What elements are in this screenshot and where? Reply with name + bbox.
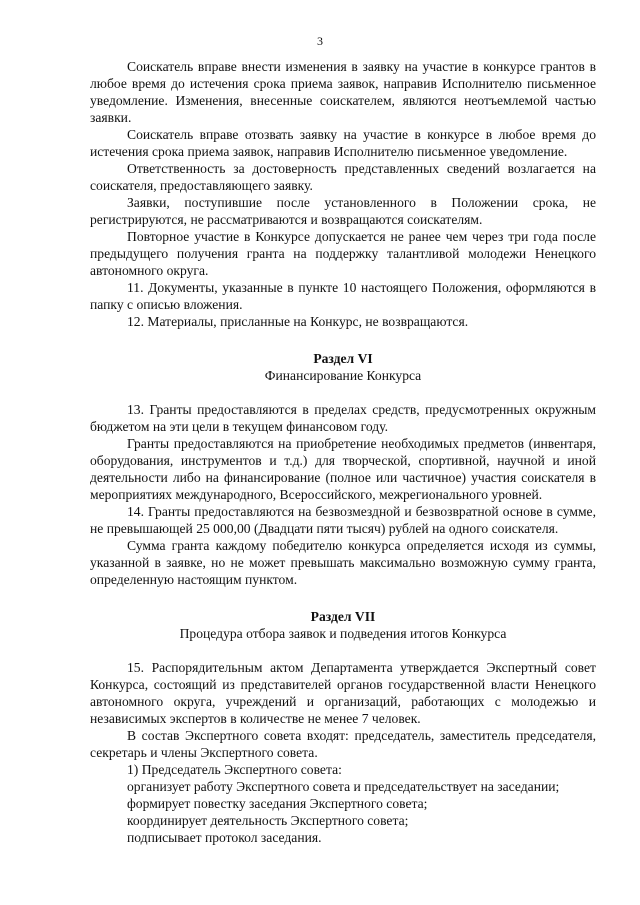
section-gap (90, 330, 596, 350)
paragraph-late-applications: Заявки, поступившие после установленного в Положении срока, не регистрируются, не рассматриваются и возвращаются соискателям. (90, 195, 596, 227)
paragraph-responsibility: Ответственность за достоверность представленных сведений возлагается на соискателя, предоставляющего заявку. (90, 161, 596, 193)
paragraph-council-composition: В состав Экспертного совета входят: председатель, заместитель председателя, секретарь и члены Экспертного совета. (90, 728, 596, 760)
paragraph-grant-amount: Сумма гранта каждому победителю конкурса определяется исходя из суммы, указанной в заявке, но не может превышать максимально возможную сумму гранта, определенную настоящим пунктом. (90, 538, 596, 587)
list-item-chairman-duty: подписывает протокол заседания. (127, 830, 322, 845)
section-gap (90, 384, 596, 401)
paragraph-withdraw-application: Соискатель вправе отозвать заявку на участие в конкурсе в любое время до истечения срока приема заявок, направив Исполнителю письменное уведомление. (90, 127, 596, 159)
paragraph-item-12: 12. Материалы, присланные на Конкурс, не возвращаются. (127, 314, 469, 329)
section-7-title: Раздел VII (310, 609, 376, 624)
paragraph-chairman-heading: 1) Председатель Экспертного совета: (127, 762, 342, 777)
list-item-chairman-duty: координирует деятельность Экспертного совета; (127, 813, 409, 828)
section-6-subtitle: Финансирование Конкурса (264, 368, 422, 383)
paragraph-item-15: 15. Распорядительным актом Департамента утверждается Экспертный совет Конкурса, состоящий из представителей органов государственной власти Ненецкого автономного округа, учреждений и организаций, работающих с молодежью и независимых экспертов в количестве не менее 7 человек. (90, 660, 596, 726)
paragraph-amend-application: Соискатель вправе внести изменения в заявку на участие в конкурсе грантов в любое время до истечения срока приема заявок, направив Исполнителю письменное уведомление. Изменения, внесенные соискателем, являются неотъемлемой частью заявки. (90, 59, 596, 125)
paragraph-item-13: 13. Гранты предоставляются в пределах средств, предусмотренных окружным бюджетом на эти цели в текущем финансовом году. (90, 402, 596, 434)
paragraph-grant-purpose: Гранты предоставляются на приобретение необходимых предметов (инвентаря, оборудования, инструментов и т.д.) для творческой, спортивной, научной и иной деятельности либо на финансирование (полное или частичное) участия соискателя в мероприятиях международного, Всероссийского, межрегионального уровней. (90, 436, 596, 502)
section-gap (90, 642, 596, 659)
section-7-subtitle: Процедура отбора заявок и подведения итогов Конкурса (179, 626, 507, 641)
page-number: 3 (317, 34, 323, 48)
paragraph-repeat-participation: Повторное участие в Конкурсе допускается не ранее чем через три года после предыдущего получения гранта на поддержку талантливой молодежи Ненецкого автономного округа. (90, 229, 596, 278)
paragraph-item-14: 14. Гранты предоставляются на безвозмездной и безвозвратной основе в сумме, не превышающей 25 000,00 (Двадцати пяти тысяч) рублей на одного соискателя. (90, 504, 596, 536)
list-item-chairman-duty: формирует повестку заседания Экспертного совета; (127, 796, 428, 811)
section-gap (90, 588, 596, 608)
paragraph-item-11: 11. Документы, указанные в пункте 10 настоящего Положения, оформляются в папку с описью вложения. (90, 280, 596, 312)
list-item-chairman-duty: организует работу Экспертного совета и председательствует на заседании; (127, 779, 560, 794)
document-body (90, 58, 596, 846)
section-6-title: Раздел VI (313, 351, 373, 366)
